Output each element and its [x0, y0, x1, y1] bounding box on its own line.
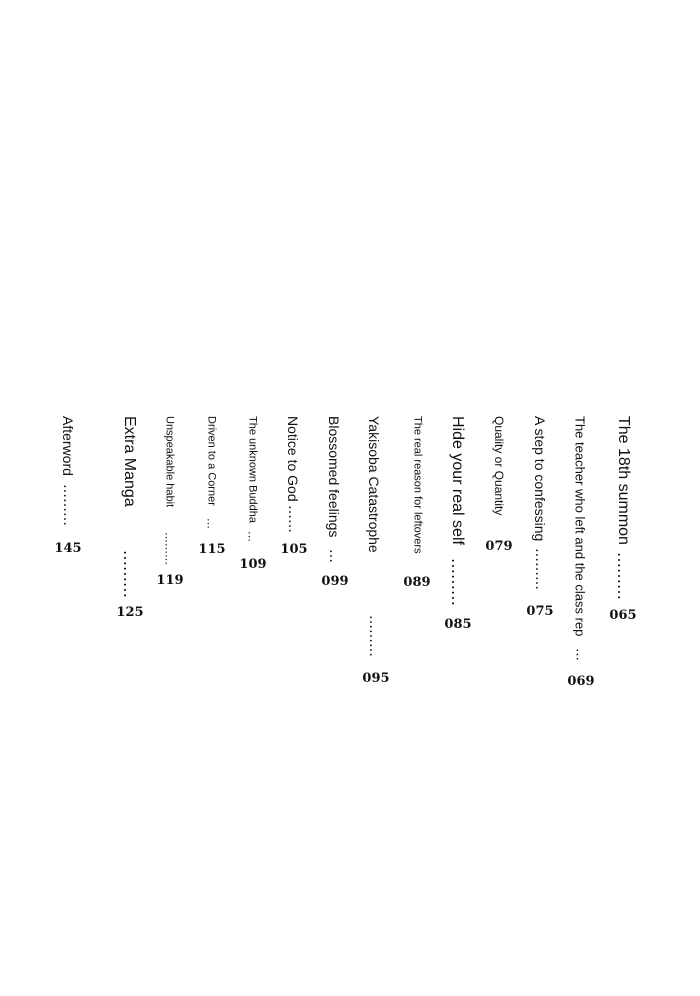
- toc-entry-title: Extra Manga: [121, 416, 138, 507]
- toc-entry-page: 075: [526, 604, 554, 619]
- toc-entry-title: Unspeakable habit: [163, 416, 176, 508]
- toc-entry-leader: ………: [532, 548, 548, 590]
- toc-entry-title: The 18th summon: [615, 416, 632, 545]
- toc-entry-page: 079: [485, 539, 513, 554]
- toc-entry-page: 065: [609, 608, 637, 623]
- toc-entry-page: 089: [403, 575, 431, 590]
- toc-entry-page: 105: [280, 542, 308, 557]
- toc-entry-page: 085: [444, 617, 472, 632]
- toc-entry-leader: ………: [614, 552, 633, 600]
- toc-entry-page: 109: [239, 557, 267, 572]
- toc-entry-leader: ……: [285, 505, 301, 533]
- toc-entry-page: 125: [116, 605, 144, 620]
- toc-entry-title: The unknown Buddha: [246, 416, 259, 524]
- toc-entry-page: 119: [156, 573, 184, 588]
- toc-entry-title: The teacher who left and the class rep: [572, 416, 588, 637]
- toc-entry-leader: …: [245, 531, 259, 542]
- toc-entry-title: A step to confessing: [532, 416, 548, 542]
- toc-entry-leader: ………: [60, 484, 76, 526]
- toc-entry-page: 145: [54, 541, 82, 556]
- toc-entry-leader: ………: [162, 532, 176, 565]
- toc-entry-leader: …: [326, 549, 342, 563]
- toc-entry-page: 115: [198, 542, 226, 557]
- toc-entry-title: Quality or Quantity: [492, 416, 506, 516]
- toc-entry-leader: …: [204, 518, 218, 529]
- toc-entry-title: Notice to God: [285, 416, 301, 502]
- toc-entry-title: Afterword: [60, 416, 76, 476]
- toc-entry-page: 099: [321, 574, 349, 589]
- toc-entry-title: Yakisoba Catastrophe: [366, 416, 382, 553]
- toc-entry-leader: ………: [120, 550, 139, 598]
- toc-entry-title: Driven to a Corner: [205, 416, 218, 506]
- toc-entry-title: Blossomed feelings: [326, 416, 342, 538]
- toc-entry-leader: ………: [366, 615, 382, 657]
- toc-entry-page: 095: [362, 671, 390, 686]
- toc-entry-leader: …: [572, 648, 588, 661]
- toc-entry-title: The real reason for leftovers: [411, 416, 424, 554]
- toc-entry-leader: ………: [448, 558, 467, 606]
- toc-entry-page: 069: [567, 674, 595, 689]
- toc-entry-title: Hide your real self: [449, 416, 466, 545]
